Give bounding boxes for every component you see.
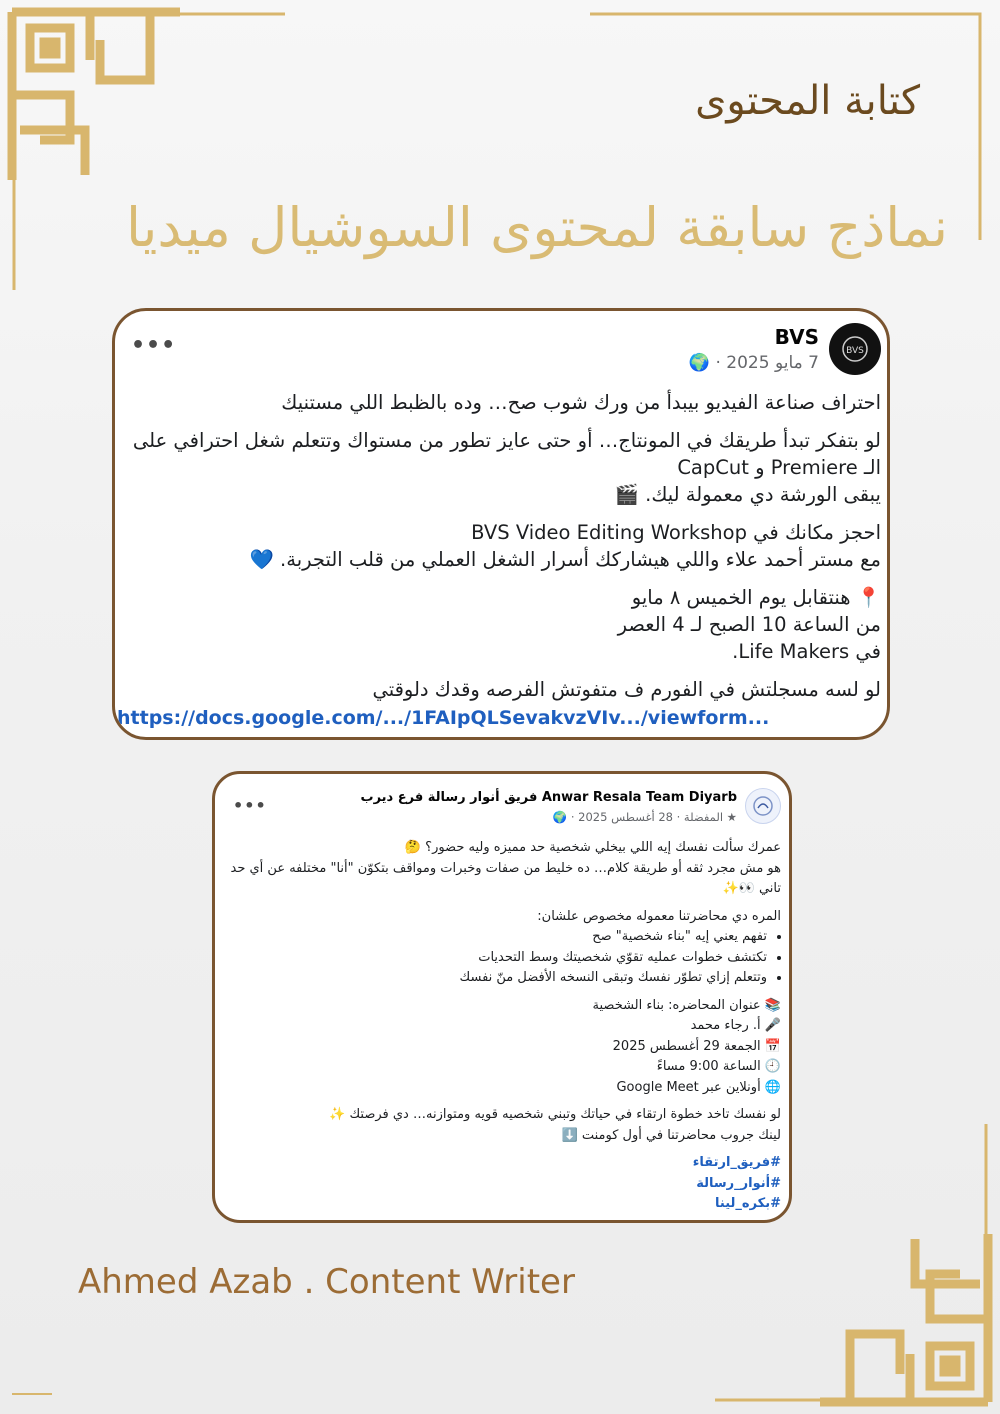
post-date[interactable]: 7 مايو 2025 ·: [715, 353, 819, 373]
gold-frame-line-bottom-left: [12, 1384, 52, 1404]
post-paragraph: المره دي محاضرتنا معموله مخصوص علشان:: [537, 908, 781, 924]
post-paragraph: لو لسه مسجلتش في الفورم ف متفوتش الفرصه وقدك دلوقتي: [372, 678, 881, 701]
post-paragraph: لينك جروب محاضرتنا في أول كومنت ⬇️: [561, 1127, 781, 1143]
post-author[interactable]: فريق أنوار رسالة فرع ديرب Anwar Resala Team Diyarb: [360, 790, 737, 805]
list-item: • تفهم يعني إيه "بناء شخصية" صح: [221, 927, 767, 948]
list-item: • تكتشف خطوات عمليه تقوّي شخصيتك وسط التحديات: [221, 948, 767, 969]
post-paragraph: احجز مكانك في BVS Video Editing Workshop: [471, 521, 881, 544]
hashtag-link[interactable]: #بكره_لينا: [715, 1196, 781, 1211]
post-paragraph: 📍 هنتقابل يوم الخميس ٨ مايو: [631, 586, 881, 609]
detail-line: 📅 الجمعة 29 أغسطس 2025: [612, 1038, 781, 1054]
hashtags: [221, 1153, 781, 1215]
post-paragraph: هو مش مجرد ثقه أو طريقة كلام… ده خليط من صفات وخبرات ومواقف بتكوّن "أنا" مختلفه عن أي حد تاني 👀✨: [230, 860, 781, 896]
registration-link[interactable]: https://docs.google.com/.../1FAIpQLSevakvzVIv.../viewform...: [117, 707, 770, 729]
post-body: [121, 389, 881, 703]
globe-icon: 🌍: [688, 353, 711, 373]
post-paragraph: احتراف صناعة الفيديو بيبدأ من ورك شوب صح… وده بالظبط اللي مستنيك: [281, 391, 881, 414]
hashtag-link[interactable]: #أنوار_رسالة: [696, 1175, 781, 1191]
list-item: • وتتعلم إزاي تطوّر نفسك وتبقى النسخه الأفضل منّ نفسك: [221, 968, 767, 989]
hashtag-link[interactable]: #فريق_ارتقاء: [692, 1155, 781, 1170]
avatar[interactable]: [745, 788, 781, 824]
section-kicker: كتابة المحتوى: [695, 78, 920, 124]
page-title: نماذج سابقة لمحتوى السوشيال ميديا: [125, 196, 948, 259]
avatar[interactable]: [829, 323, 881, 375]
post-meta: [689, 353, 819, 373]
svg-text:BVS: BVS: [846, 346, 864, 356]
detail-line: 📚 عنوان المحاضره: بناء الشخصية: [592, 997, 781, 1013]
post-paragraph: من الساعة 10 الصبح لـ 4 العصر: [617, 613, 881, 636]
post-paragraph: لو نفسك تاخد خطوة ارتقاء في حياتك وتبني شخصيه قويه ومتوازنه… دي فرصتك ✨: [329, 1107, 781, 1122]
post-meta: [553, 810, 737, 824]
post-paragraph: عمرك سألت نفسك إيه اللي بيخلي شخصية حد مميزه وليه حضور؟ 🤔: [404, 840, 781, 855]
more-options-button[interactable]: •••: [233, 796, 267, 815]
post-paragraph: يبقى الورشة دي معمولة ليك. 🎬: [614, 483, 881, 506]
detail-line: 🌐 أونلاين عبر Google Meet: [616, 1079, 781, 1095]
bvs-logo-icon: [840, 334, 870, 364]
bullet-list: [221, 927, 781, 989]
team-logo-icon: [751, 794, 775, 818]
detail-line: 🎤 أ. رجاء محمد: [690, 1018, 781, 1033]
more-options-button[interactable]: •••: [131, 333, 177, 358]
globe-icon: 🌍: [552, 810, 568, 824]
post-body: [221, 838, 781, 1215]
post-author[interactable]: BVS: [774, 325, 819, 349]
event-details: [221, 996, 781, 1099]
post-card-anwar-resala: [212, 771, 792, 1223]
post-paragraph: في Life Makers.: [732, 640, 881, 663]
post-paragraph: مع مستر أحمد علاء واللي هيشاركك أسرار الشغل العملي من قلب التجربة. 💙: [249, 548, 881, 571]
post-card-bvs: [112, 308, 890, 740]
detail-line: 🕘 الساعة 9:00 مساءً: [656, 1059, 781, 1074]
post-paragraph: لو بتفكر تبدأ طريقك في المونتاج… أو حتى عايز تطور من مستواك وتتعلم شغل احترافي على الـ Premiere و CapCut: [132, 429, 881, 479]
author-signature: Ahmed Azab . Content Writer: [78, 1262, 575, 1302]
post-date[interactable]: ★ المفضلة · 28 أغسطس 2025 ·: [570, 810, 737, 824]
